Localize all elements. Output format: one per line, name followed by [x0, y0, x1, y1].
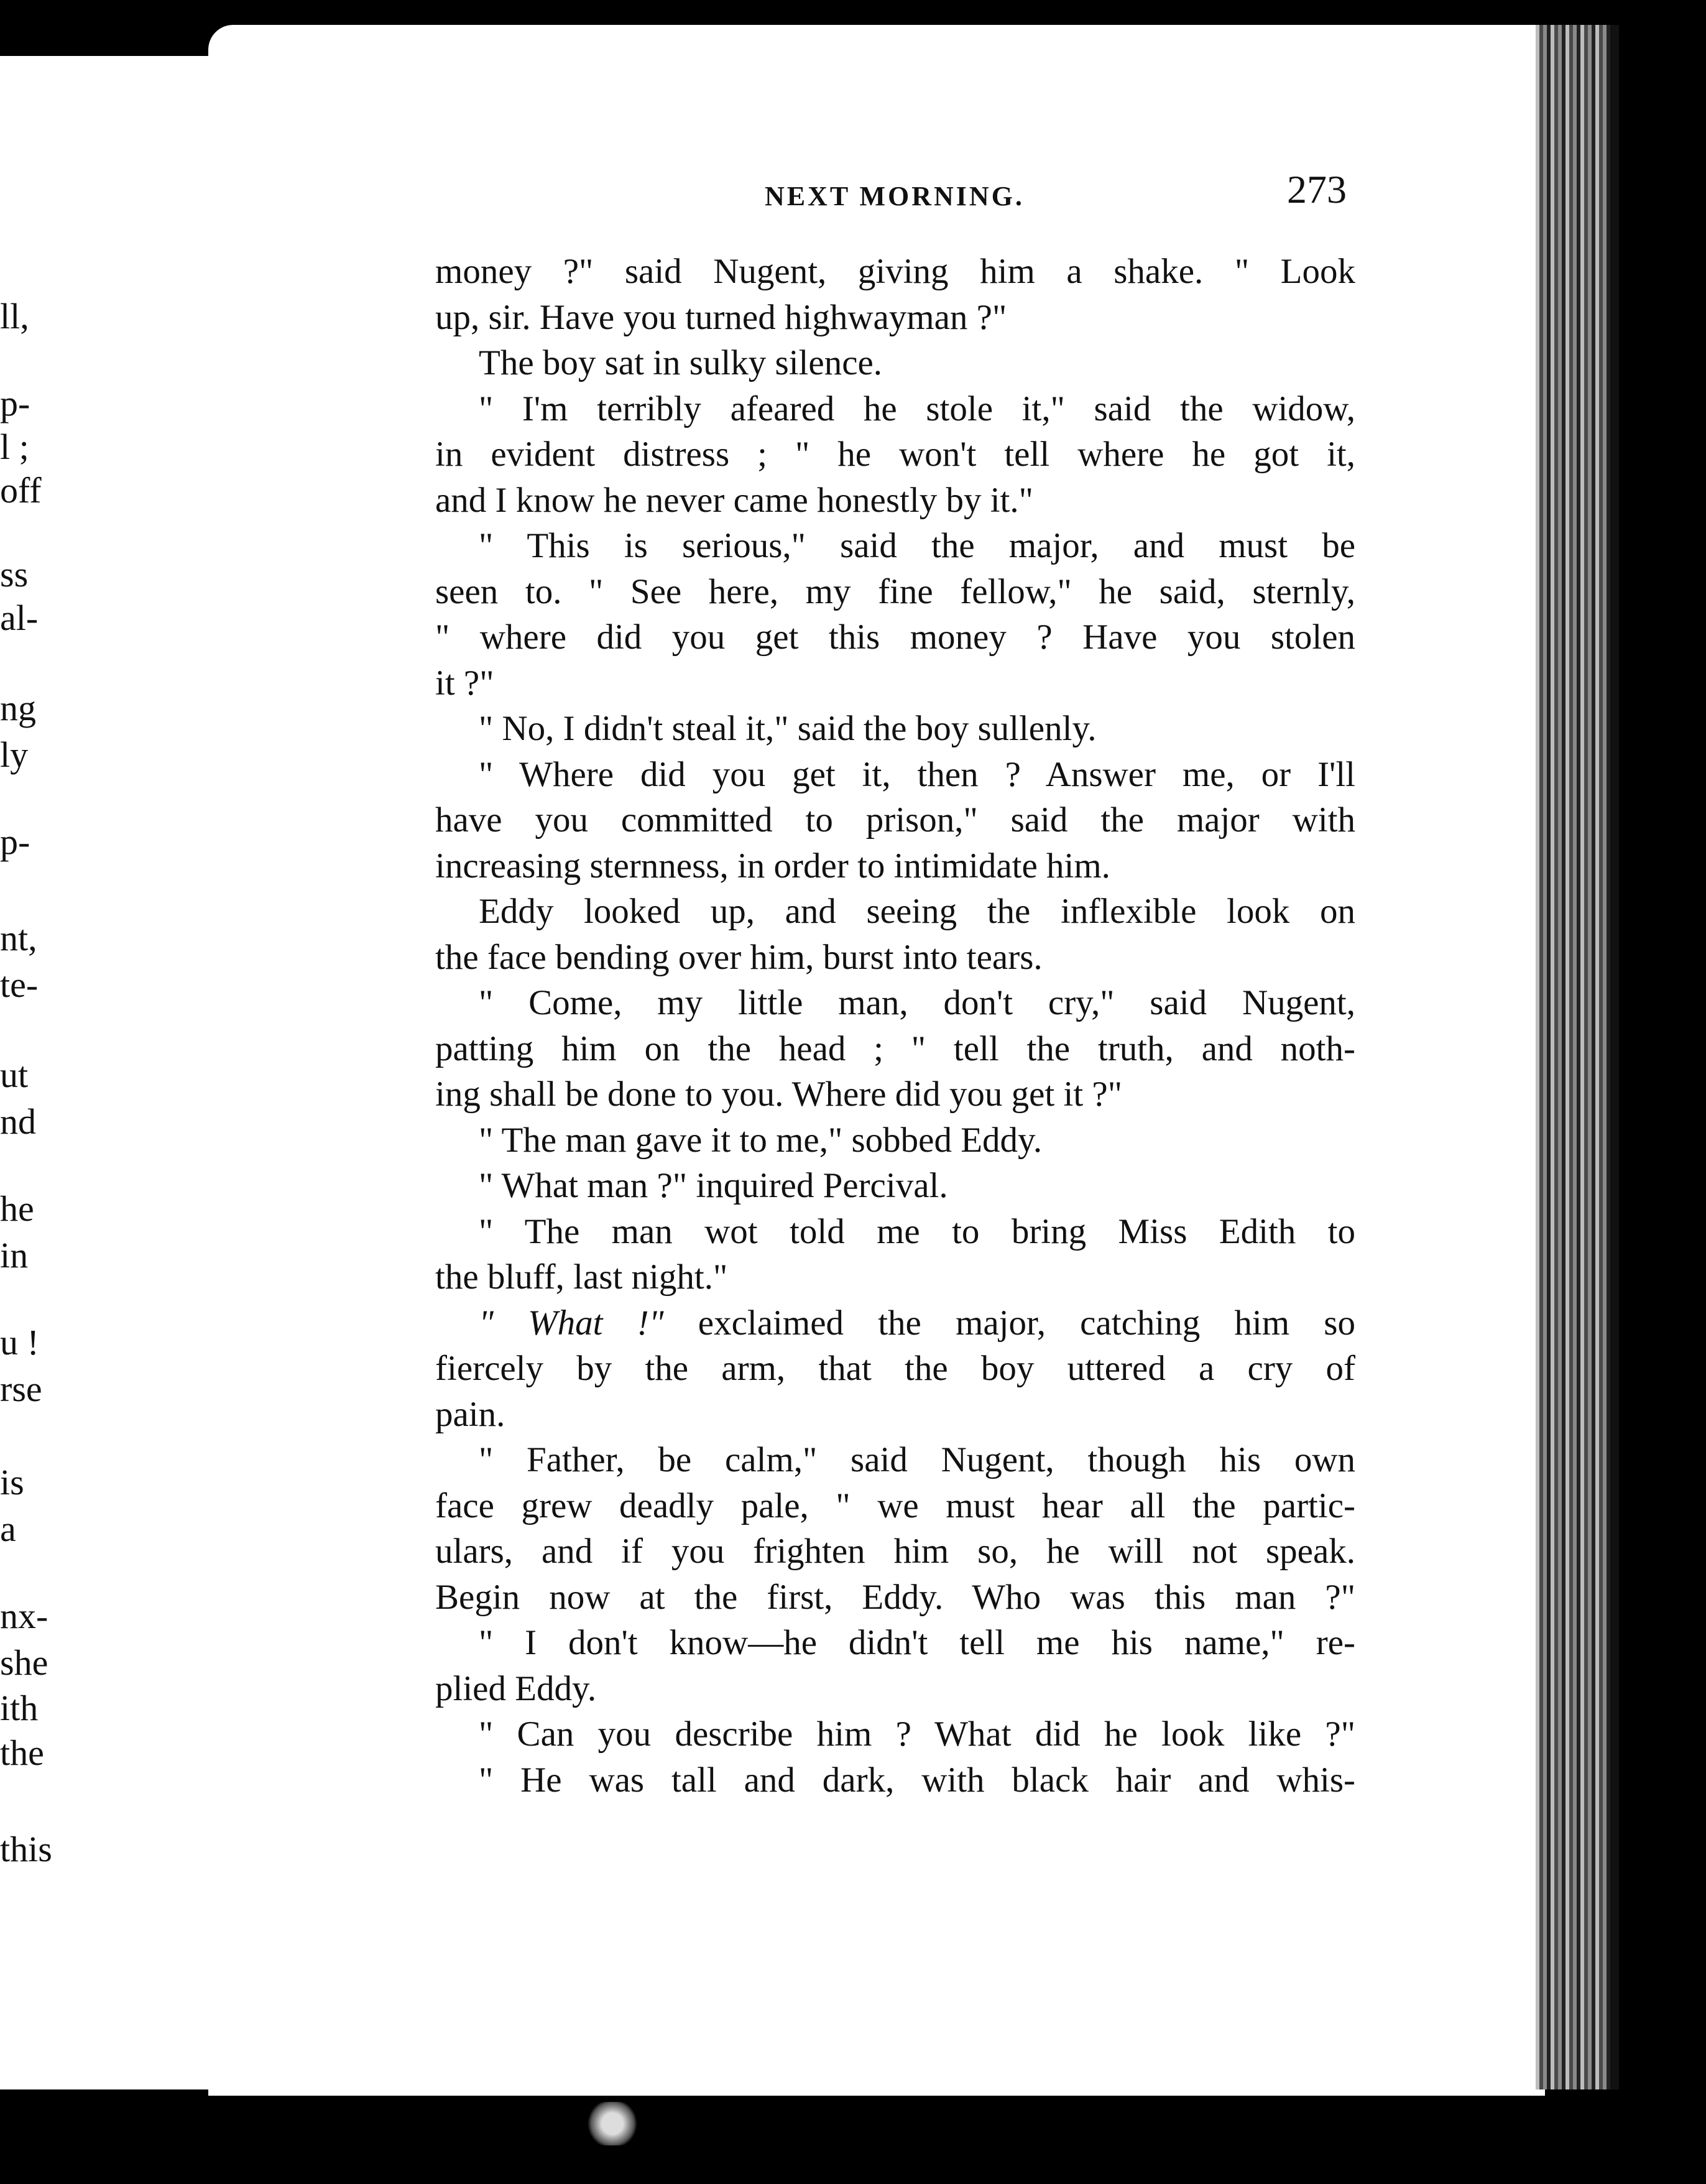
- text-line: patting him on the head ; " tell the truth, and noth-: [435, 1029, 1355, 1068]
- text-line: in evident distress ; " he won't tell where he got it,: [435, 435, 1355, 474]
- text-line: " Can you describe him ? What did he look like ?": [479, 1714, 1355, 1754]
- text-line: ulars, and if you frighten him so, he will not speak.: [435, 1532, 1355, 1571]
- text-line: pain.: [435, 1394, 505, 1434]
- left-fragment: p-: [0, 383, 30, 423]
- emphasis-what: " What !": [479, 1303, 664, 1343]
- text-line: it ?": [435, 663, 494, 703]
- text-line: fiercely by the arm, that the boy uttered a cry of: [435, 1349, 1355, 1388]
- left-fragment: u !: [0, 1322, 39, 1363]
- text-line: " Where did you get it, then ? Answer me, or I'll: [479, 754, 1355, 794]
- left-fragment: ss: [0, 554, 29, 595]
- text-line: face grew deadly pale, " we must hear all the partic-: [435, 1486, 1355, 1525]
- left-fragment: ly: [0, 734, 29, 775]
- left-fragment: the: [0, 1733, 44, 1773]
- left-fragment: off: [0, 470, 42, 511]
- left-fragment: rse: [0, 1369, 42, 1409]
- text-line: " The man gave it to me," sobbed Eddy.: [479, 1120, 1043, 1160]
- text-line: and I know he never came honestly by it.": [435, 480, 1033, 520]
- text-line: plied Eddy.: [435, 1668, 597, 1708]
- text-line: Begin now at the first, Eddy. Who was this man ?": [435, 1577, 1355, 1617]
- text-line: " What man ?" inquired Percival.: [479, 1166, 948, 1205]
- left-fragment: this: [0, 1829, 52, 1869]
- text-line: The boy sat in sulky silence.: [479, 343, 883, 382]
- text-line: " where did you get this money ? Have you stolen: [435, 618, 1355, 657]
- text-line-rest: exclaimed the major, catching him so: [698, 1303, 1355, 1343]
- left-fragment: ith: [0, 1688, 39, 1728]
- text-line: " He was tall and dark, with black hair and whis-: [479, 1760, 1355, 1800]
- left-fragment: is: [0, 1462, 24, 1502]
- body-text: [435, 249, 1355, 1803]
- left-fragment: nd: [0, 1101, 36, 1142]
- left-fragment: ut: [0, 1055, 29, 1095]
- left-fragment: ng: [0, 688, 36, 728]
- left-fragment: he: [0, 1188, 34, 1229]
- text-line: " Come, my little man, don't cry," said Nugent,: [479, 983, 1355, 1022]
- text-line: increasing sternness, in order to intimidate him.: [435, 846, 1110, 886]
- page-edges: [1536, 25, 1619, 2089]
- left-fragment: in: [0, 1235, 29, 1275]
- text-line: " Father, be calm," said Nugent, though his own: [479, 1440, 1355, 1479]
- text-line: " I'm terribly afeared he stole it," said the widow,: [479, 389, 1355, 428]
- left-fragment: al-: [0, 598, 39, 638]
- text-line: ing shall be done to you. Where did you get it ?": [435, 1075, 1122, 1114]
- text-line: " The man wot told me to bring Miss Edith to: [479, 1211, 1355, 1251]
- left-fragment: p-: [0, 821, 30, 862]
- text-line: Eddy looked up, and seeing the inflexible look on: [479, 892, 1355, 931]
- text-line: " No, I didn't steal it," said the boy sullenly.: [479, 709, 1097, 748]
- left-fragment: nt,: [0, 918, 37, 958]
- text-line: " I don't know—he didn't tell me his name," re-: [479, 1623, 1355, 1662]
- text-line: the face bending over him, burst into tears.: [435, 937, 1043, 977]
- text-line: seen to. " See here, my fine fellow," he said, sternly,: [435, 571, 1355, 611]
- left-fragment: nx-: [0, 1596, 48, 1636]
- paper-blemish: [584, 2102, 640, 2145]
- running-head: NEXT MORNING.: [765, 181, 1025, 211]
- text-line-with-emphasis: [435, 1300, 1355, 1346]
- left-fragment: ll,: [0, 296, 29, 336]
- text-line: money ?" said Nugent, giving him a shake. " Look: [435, 252, 1355, 291]
- text-line: have you committed to prison," said the major with: [435, 800, 1355, 840]
- left-fragment: l ;: [0, 427, 29, 467]
- text-line: " This is serious," said the major, and must be: [479, 526, 1355, 565]
- left-fragment: te-: [0, 965, 39, 1005]
- page-number: 273: [1287, 167, 1347, 211]
- text-line: the bluff, last night.": [435, 1257, 728, 1297]
- text-line: up, sir. Have you turned highwayman ?": [435, 297, 1007, 337]
- left-fragment: a: [0, 1509, 16, 1549]
- left-fragment: she: [0, 1642, 48, 1683]
